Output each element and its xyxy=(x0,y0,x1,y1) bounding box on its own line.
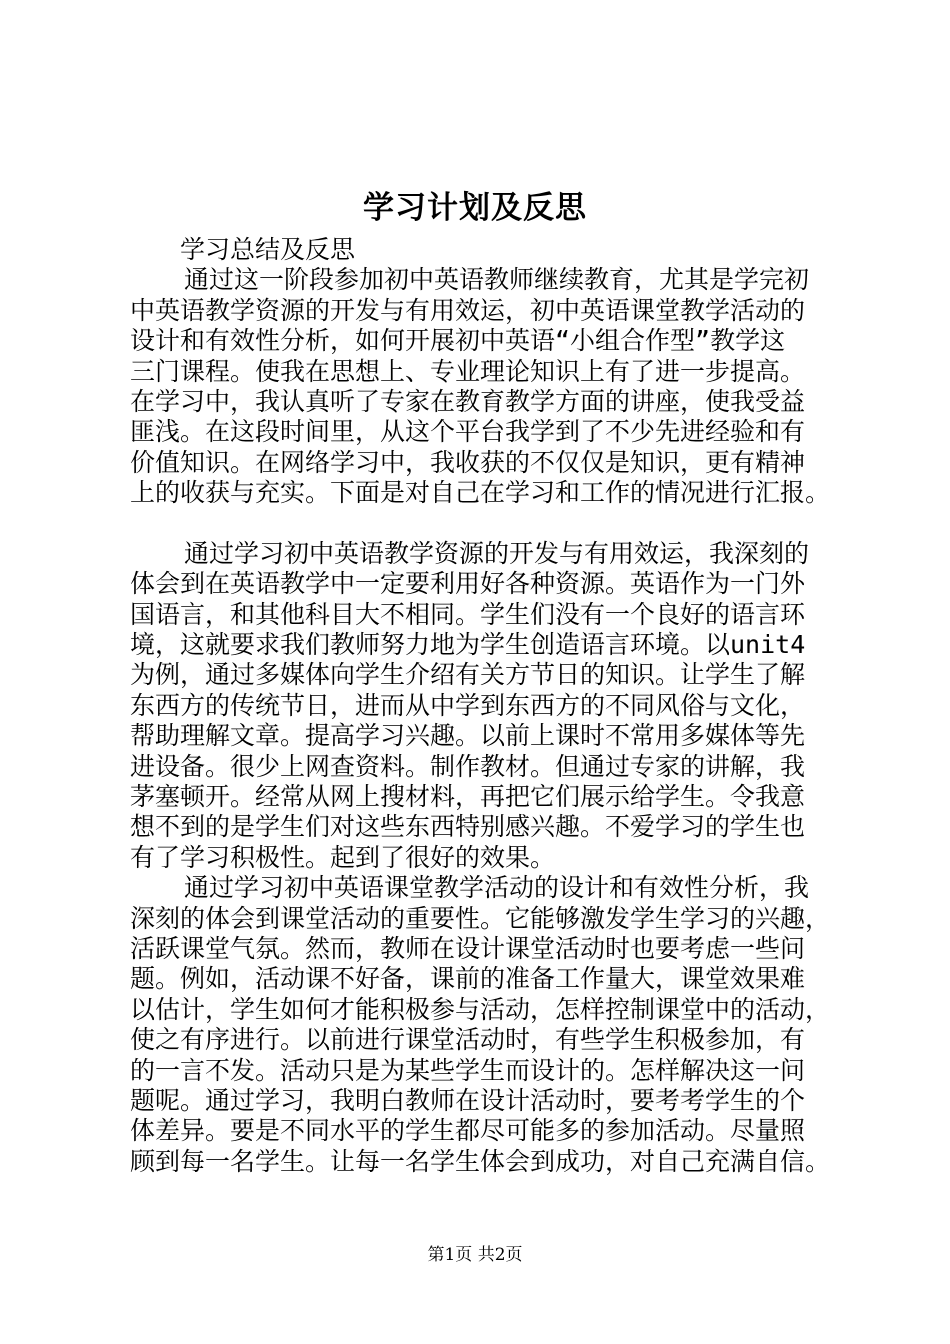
paragraph-3-line: 活跃课堂气氛。然而，教师在设计课堂活动时也要考虑一些问 xyxy=(130,933,806,963)
paragraph-1-line: 价值知识。在网络学习中，我收获的不仅仅是知识，更有精神 xyxy=(130,447,806,477)
paragraph-1-line: 设计和有效性分析，如何开展初中英语“小组合作型”教学这 xyxy=(130,326,786,356)
paragraph-1-line: 匪浅。在这段时间里，从这个平台我学到了不少先进经验和有 xyxy=(130,417,806,447)
paragraph-3-line: 深刻的体会到课堂活动的重要性。它能够激发学生学习的兴趣， xyxy=(130,903,831,933)
paragraph-3-line: 使之有序进行。以前进行课堂活动时，有些学生积极参加，有 xyxy=(130,1025,806,1055)
paragraph-3-line: 以估计，学生如何才能积极参与活动，怎样控制课堂中的活动， xyxy=(130,994,831,1024)
page-title: 学习计划及反思 xyxy=(363,190,587,226)
paragraph-2-line: 茅塞顿开。经常从网上搜材料，再把它们展示给学生。令我意 xyxy=(130,782,806,812)
paragraph-1-line: 三门课程。使我在思想上、专业理论知识上有了进一步提高。 xyxy=(130,356,806,386)
paragraph-2-line: 东西方的传统节日，进而从中学到东西方的不同风俗与文化， xyxy=(130,690,806,720)
paragraph-2-line: 体会到在英语教学中一定要利用好各种资源。英语作为一门外 xyxy=(130,569,806,599)
paragraph-1-line: 上的收获与充实。下面是对自己在学习和工作的情况进行汇报。 xyxy=(130,478,831,508)
paragraph-2-line: 通过学习初中英语教学资源的开发与有用效运，我深刻的 xyxy=(184,538,810,568)
paragraph-1-line: 通过这一阶段参加初中英语教师继续教育，尤其是学完初 xyxy=(184,265,810,295)
paragraph-2-line: 帮助理解文章。提高学习兴趣。以前上课时不常用多媒体等先 xyxy=(130,721,806,751)
paragraph-3-line: 顾到每一名学生。让每一名学生体会到成功，对自己充满自信。 xyxy=(130,1146,831,1176)
paragraph-1-line: 中英语教学资源的开发与有用效运，初中英语课堂教学活动的 xyxy=(130,295,806,325)
paragraph-2-line: 进设备。很少上网查资料。制作教材。但通过专家的讲解，我 xyxy=(130,751,806,781)
paragraph-3-line: 体差异。要是不同水平的学生都尽可能多的参加活动。尽量照 xyxy=(130,1116,806,1146)
paragraph-2-line: 有了学习积极性。起到了很好的效果。 xyxy=(130,842,556,872)
paragraph-3-line: 的一言不发。活动只是为某些学生而设计的。怎样解决这一问 xyxy=(130,1055,806,1085)
paragraph-2-line: 境，这就要求我们教师努力地为学生创造语言环境。以unit4 xyxy=(130,630,806,660)
paragraph-3-line: 题。例如，活动课不好备，课前的准备工作量大，课堂效果难 xyxy=(130,964,806,994)
paragraph-2-line: 想不到的是学生们对这些东西特别感兴趣。不爱学习的学生也 xyxy=(130,812,806,842)
page-footer: 第1页 共2页 xyxy=(427,1245,523,1265)
subtitle: 学习总结及反思 xyxy=(180,235,356,264)
document-body xyxy=(130,235,840,1177)
paragraph-1-line: 在学习中，我认真听了专家在教育教学方面的讲座，使我受益 xyxy=(130,386,806,416)
paragraph-3-line: 通过学习初中英语课堂教学活动的设计和有效性分析，我 xyxy=(184,873,810,903)
paragraph-3-line: 题呢。通过学习，我明白教师在设计活动时，要考考学生的个 xyxy=(130,1085,806,1115)
paragraph-2-line: 为例，通过多媒体向学生介绍有关方节日的知识。让学生了解 xyxy=(130,660,806,690)
paragraph-spacer xyxy=(130,509,840,539)
paragraph-2-line: 国语言，和其他科目大不相同。学生们没有一个良好的语言环 xyxy=(130,599,806,629)
